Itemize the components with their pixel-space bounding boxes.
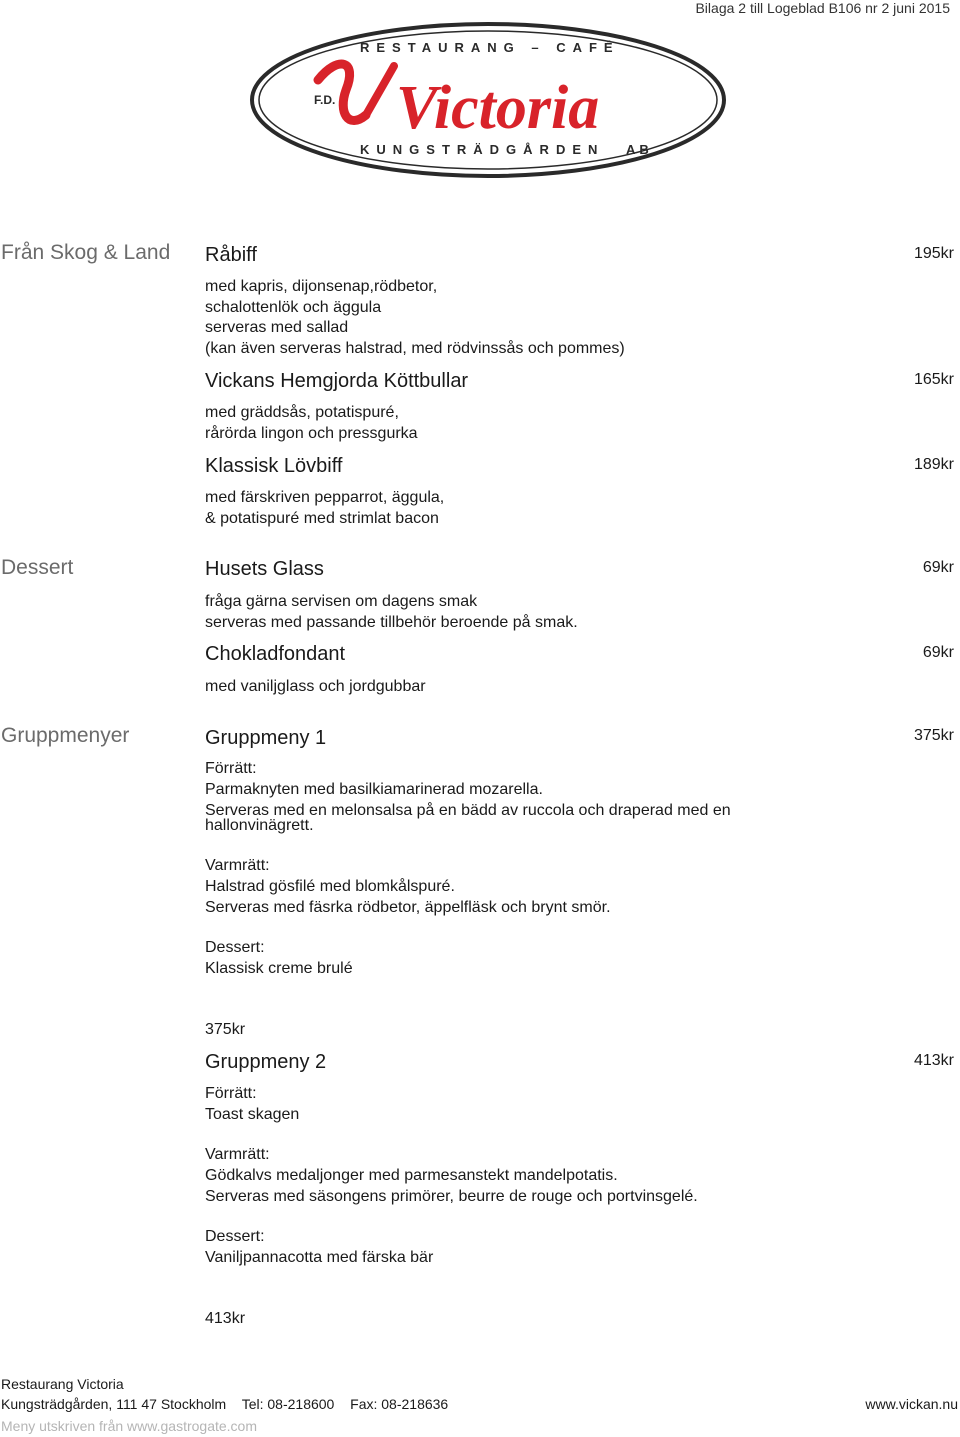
- dish-description-rabiff: [205, 277, 625, 359]
- section-heading-dessert: Dessert: [1, 556, 74, 579]
- footer-source-note: Meny utskriven från www.gastrogate.com: [1, 1418, 257, 1434]
- group-menu-1-dessert-label: Dessert:: [205, 939, 265, 956]
- group-menu-1-forratt-label: Förrätt:: [205, 760, 257, 777]
- footer-restaurant-name: Restaurang Victoria: [1, 1376, 124, 1392]
- group-menu-2-varmratt-line: Gödkalvs medaljonger med parmesanstekt mandelpotatis.: [205, 1167, 618, 1184]
- footer-fax: Fax: 08-218636: [350, 1396, 449, 1412]
- logo-fd: F.D.: [314, 93, 336, 107]
- group-menu-1-forratt-line: Parmaknyten med basilkiamarinerad mozarella.: [205, 781, 543, 798]
- dish-price-fondant: 69kr: [922, 644, 954, 661]
- description-line: med gräddsås, potatispuré,: [205, 404, 399, 421]
- document-header-note: Bilaga 2 till Logeblad B106 nr 2 juni 2015: [695, 0, 950, 16]
- description-line: & potatispuré med strimlat bacon: [205, 509, 439, 527]
- dish-price-glass: 69kr: [922, 559, 954, 576]
- group-menu-2-forratt-line: Toast skagen: [205, 1106, 300, 1123]
- section-heading-skog: Från Skog & Land: [1, 241, 171, 264]
- group-menu-1-dessert-line: Klassisk creme brulé: [205, 960, 353, 977]
- description-line: med färskriven pepparrot, äggula,: [205, 489, 445, 506]
- group-menu-1-price: 375kr: [913, 727, 954, 744]
- dish-name-kottbullar: Vickans Hemgjorda Köttbullar: [205, 370, 469, 392]
- dish-description-fondant: [205, 677, 426, 698]
- group-menu-1-varmratt-line: Halstrad gösfilé med blomkålspuré.: [205, 878, 455, 895]
- footer-website-link[interactable]: www.vickan.nu: [865, 1396, 958, 1412]
- group-menu-1-forratt-line: Serveras med en melonsalsa på en bädd av ruccola och draperad med en: [205, 802, 731, 819]
- group-menu-1-repeat-price: 375kr: [205, 1021, 246, 1038]
- group-menu-1-name: Gruppmeny 1: [205, 727, 327, 749]
- description-line: rårörda lingon och pressgurka: [205, 424, 418, 442]
- group-menu-1-varmratt-line: Serveras med fäsrka rödbetor, äppelfläsk och brynt smör.: [205, 899, 611, 916]
- description-line: serveras med passande tillbehör beroende på smak.: [205, 613, 578, 631]
- logo-name: Victoria: [396, 74, 600, 142]
- victoria-logo: [248, 20, 728, 180]
- group-menu-2-forratt-label: Förrätt:: [205, 1085, 257, 1102]
- description-line: med kapris, dijonsenap,rödbetor,: [205, 278, 438, 295]
- dish-name-fondant: Chokladfondant: [205, 643, 346, 665]
- dish-description-kottbullar: [205, 403, 418, 444]
- group-menu-2-varmratt-label: Varmrätt:: [205, 1146, 270, 1163]
- description-line: med vaniljglass och jordgubbar: [205, 678, 426, 695]
- logo-ab: AB: [626, 142, 653, 157]
- dish-price-lovbiff: 189kr: [913, 456, 954, 473]
- footer-contact-line: [1, 1396, 448, 1412]
- dish-name-lovbiff: Klassisk Lövbiff: [205, 455, 343, 477]
- group-menu-2-dessert-label: Dessert:: [205, 1228, 265, 1245]
- logo-bottom-text: KUNGSTRÄDGÅRDEN: [360, 142, 605, 157]
- group-menu-2-repeat-price: 413kr: [205, 1310, 246, 1327]
- description-line: fråga gärna servisen om dagens smak: [205, 593, 478, 610]
- group-menu-2-dessert-line: Vaniljpannacotta med färska bär: [205, 1249, 434, 1266]
- section-heading-gruppmenyer: Gruppmenyer: [1, 724, 130, 747]
- group-menu-2-price: 413kr: [913, 1052, 954, 1069]
- logo-top-text: RESTAURANG – CAFÉ: [360, 40, 620, 55]
- footer-tel: Tel: 08-218600: [241, 1396, 335, 1412]
- dish-description-glass: [205, 592, 578, 633]
- description-line: serveras med sallad: [205, 319, 349, 336]
- dish-name-rabiff: Råbiff: [205, 244, 257, 266]
- group-menu-1-forratt-line: hallonvinägrett.: [205, 817, 314, 834]
- group-menu-1-varmratt-label: Varmrätt:: [205, 857, 270, 874]
- dish-name-glass: Husets Glass: [205, 558, 324, 580]
- footer-address: Kungsträdgården, 111 47 Stockholm: [1, 1396, 227, 1412]
- group-menu-2-varmratt-line: Serveras med säsongens primörer, beurre de rouge och portvinsgelé.: [205, 1188, 698, 1205]
- dish-description-lovbiff: [205, 488, 444, 529]
- group-menu-2-name: Gruppmeny 2: [205, 1051, 327, 1073]
- dish-price-kottbullar: 165kr: [913, 371, 954, 388]
- dish-price-rabiff: 195kr: [913, 245, 954, 262]
- description-line: (kan även serveras halstrad, med rödvinssås och pommes): [205, 339, 625, 357]
- description-line: schalottenlök och äggula: [205, 298, 382, 316]
